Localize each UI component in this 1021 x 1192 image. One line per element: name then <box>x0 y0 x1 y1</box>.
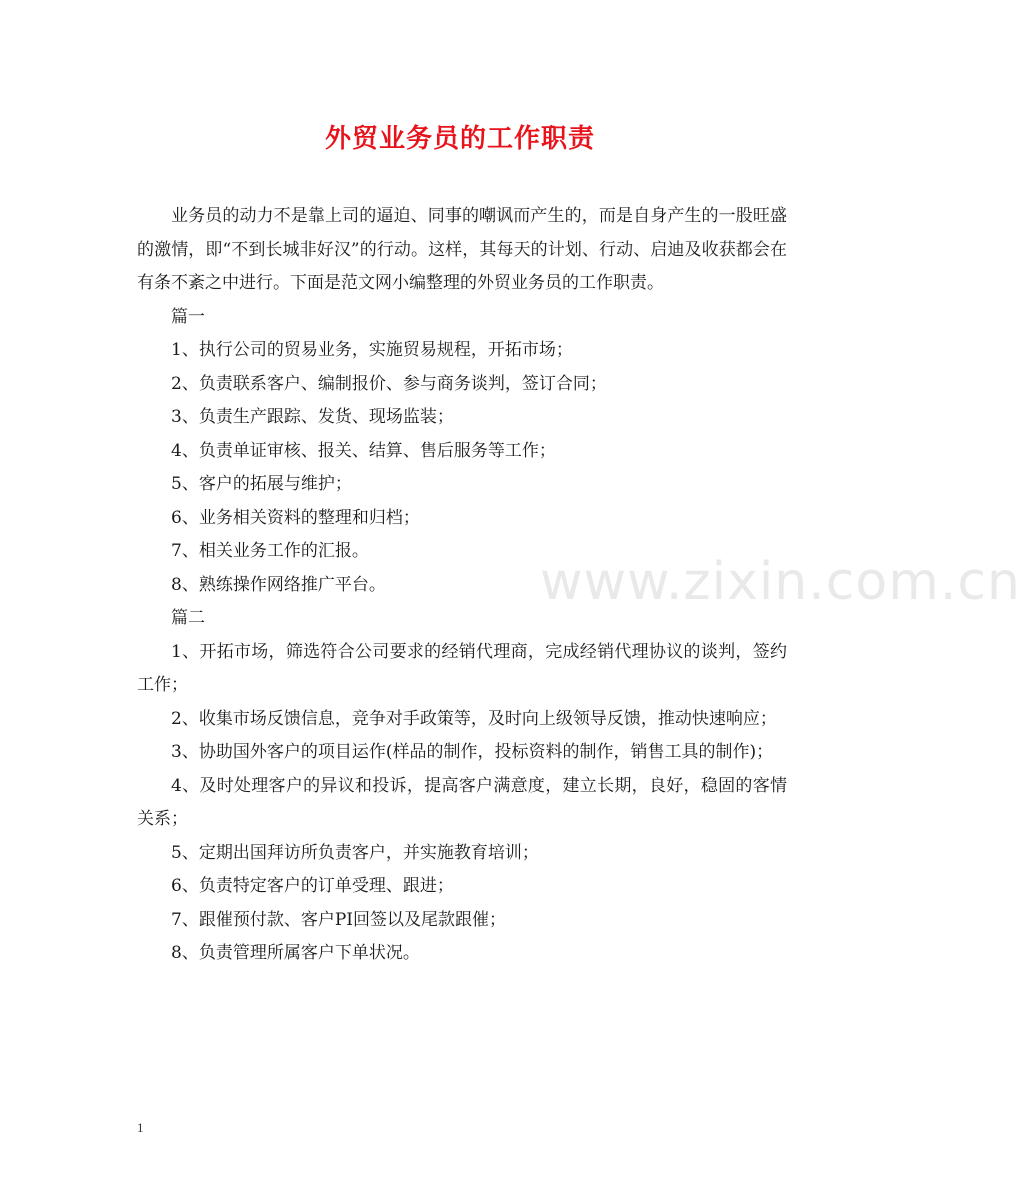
list-item: 1、执行公司的贸易业务，实施贸易规程，开拓市场； <box>171 340 573 360</box>
section-heading-2: 篇二 <box>171 608 205 628</box>
list-item: 7、跟催预付款、客户PI回签以及尾款跟催； <box>171 909 506 930</box>
list-item: 5、客户的拓展与维护； <box>171 474 352 494</box>
list-item: 4、负责单证审核、报关、结算、售后服务等工作； <box>171 440 556 461</box>
list-item: 6、业务相关资料的整理和归档； <box>171 507 420 528</box>
list-item: 2、收集市场反馈信息，竞争对手政策等，及时向上级领导反馈，推动快速响应； <box>171 708 777 729</box>
list-item: 7、相关业务工作的汇报。 <box>171 541 369 561</box>
list-item: 4、及时处理客户的异议和投诉，提高客户满意度，建立长期，良好，稳固的客情关系； <box>137 775 787 829</box>
list-item: 8、熟练操作网络推广平台。 <box>171 574 386 595</box>
document-body <box>137 200 787 971</box>
page-title: 外贸业务员的工作职责 <box>324 124 595 154</box>
list-item: 2、负责联系客户、编制报价、参与商务谈判，签订合同； <box>171 373 607 394</box>
list-item: 3、协助国外客户的项目运作(样品的制作，投标资料的制作，销售工具的制作)； <box>171 742 774 762</box>
intro-paragraph: 业务员的动力不是靠上司的逼迫、同事的嘲讽而产生的，而是自身产生的一股旺盛的激情，即“不到长城非好汉”的行动。这样，其每天的计划、行动、启迪及收获都会在有条不紊之中进行。下面是范文网小编整理的外贸业务员的工作职责。 <box>137 206 787 293</box>
section-heading-1: 篇一 <box>171 306 205 327</box>
watermark-text: www.zixin.com.cn <box>540 552 1021 612</box>
list-item: 5、定期出国拜访所负责客户，并实施教育培训； <box>171 842 539 863</box>
list-item: 3、负责生产跟踪、发货、现场监装； <box>171 407 454 427</box>
list-item: 6、负责特定客户的订单受理、跟进； <box>171 876 454 896</box>
page-number: 1 <box>137 1120 144 1135</box>
list-item: 8、负责管理所属客户下单状况。 <box>171 943 420 963</box>
list-item: 1、开拓市场，筛选符合公司要求的经销代理商，完成经销代理协议的谈判，签约工作； <box>137 641 787 695</box>
